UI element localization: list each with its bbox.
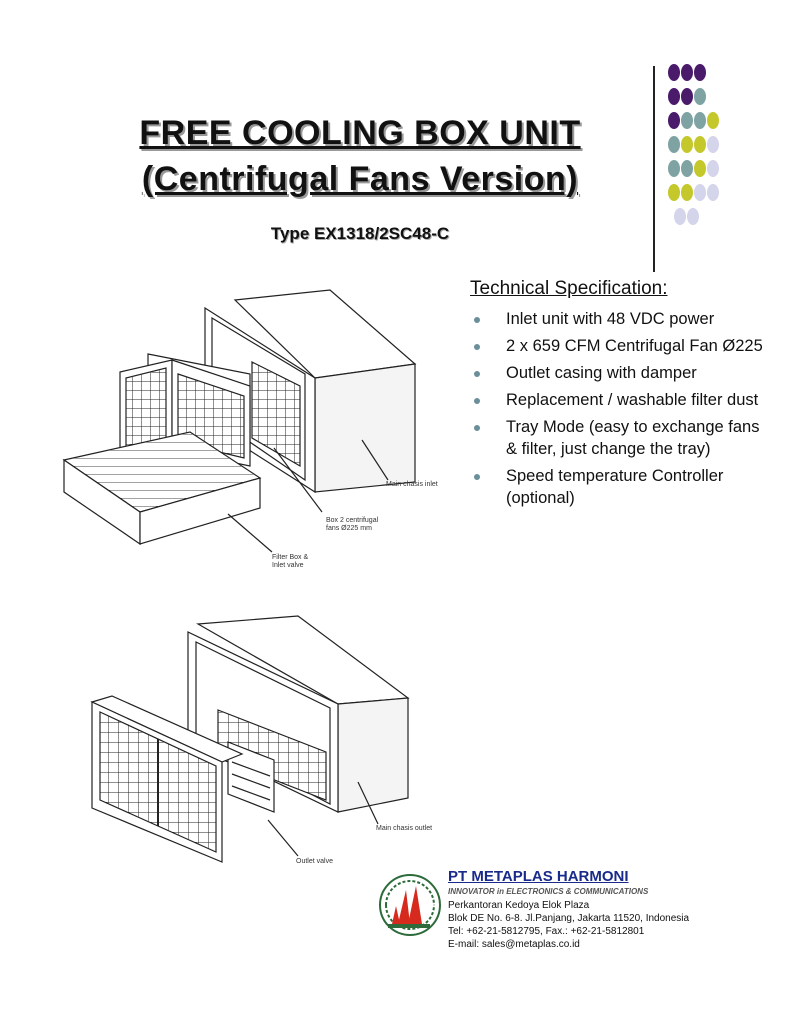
- decor-dot: [668, 160, 680, 177]
- decor-dot: [681, 112, 693, 129]
- product-type: Type EX1318/2SC48-C: [270, 224, 450, 243]
- decorative-dot-pattern: [666, 64, 726, 254]
- spec-item: Speed temperature Controller (optional): [470, 465, 770, 509]
- vertical-divider: [653, 66, 655, 272]
- decor-dot: [668, 184, 680, 201]
- company-info: [376, 868, 776, 958]
- company-tagline: INNOVATOR in ELECTRONICS & COMMUNICATIONS: [448, 887, 649, 896]
- decor-dot: [694, 88, 706, 105]
- company-address-line1: Perkantoran Kedoya Elok Plaza: [448, 900, 590, 911]
- decor-dot: [687, 208, 699, 225]
- spec-heading: Technical Specification:: [470, 278, 668, 299]
- decor-dot: [681, 184, 693, 201]
- inlet-unit-illustration: [60, 282, 460, 582]
- decor-dot: [681, 136, 693, 153]
- decor-dot: [668, 88, 680, 105]
- company-phone: Tel: +62-21-5812795, Fax.: +62-21-5812801: [448, 926, 645, 937]
- decor-dot: [681, 64, 693, 81]
- company-email: E-mail: sales@metaplas.co.id: [448, 939, 580, 950]
- decor-dot: [694, 160, 706, 177]
- label-main-chassis-inlet: Main chasis inlet: [386, 481, 438, 488]
- technical-specification: [470, 278, 770, 514]
- label-outlet-valve: Outlet valve: [296, 858, 333, 865]
- label-box-fans-line2: fans Ø225 mm: [326, 525, 372, 532]
- spec-item: Outlet casing with damper: [470, 362, 770, 384]
- label-box-fans-line1: Box 2 centrifugal: [326, 517, 379, 524]
- company-name: PT METAPLAS HARMONI: [448, 868, 629, 885]
- decor-dot: [707, 160, 719, 177]
- decor-dot: [681, 160, 693, 177]
- decor-dot: [707, 184, 719, 201]
- spec-item: 2 x 659 CFM Centrifugal Fan Ø225: [470, 335, 770, 357]
- decor-dot: [668, 112, 680, 129]
- company-address-line2: Blok DE No. 6-8. Jl.Panjang, Jakarta 11520, Indonesia: [448, 913, 690, 924]
- decor-dot: [707, 136, 719, 153]
- company-logo: [376, 872, 444, 938]
- outlet-unit-drawing: [88, 612, 448, 882]
- spec-item: Replacement / washable filter dust: [470, 389, 770, 411]
- spec-item: Tray Mode (easy to exchange fans & filter, just change the tray): [470, 416, 770, 460]
- inlet-unit-drawing: [60, 282, 460, 582]
- outlet-unit-illustration: [88, 612, 448, 882]
- decor-dot: [668, 64, 680, 81]
- decor-dot: [674, 208, 686, 225]
- label-main-chassis-outlet: Main chasis outlet: [376, 825, 433, 832]
- document-subtitle: (Centrifugal Fans Version): [141, 160, 579, 198]
- decor-dot: [694, 112, 706, 129]
- label-filter-box-line2: Inlet valve: [272, 562, 304, 569]
- spec-item: Inlet unit with 48 VDC power: [470, 308, 770, 330]
- decor-dot: [694, 64, 706, 81]
- decor-dot: [707, 112, 719, 129]
- decor-dot: [681, 88, 693, 105]
- decor-dot: [694, 184, 706, 201]
- label-filter-box-line1: Filter Box &: [272, 554, 309, 561]
- decor-dot: [694, 136, 706, 153]
- spec-list: [470, 308, 770, 509]
- decor-dot: [668, 136, 680, 153]
- document-title: FREE COOLING BOX UNIT: [139, 114, 581, 152]
